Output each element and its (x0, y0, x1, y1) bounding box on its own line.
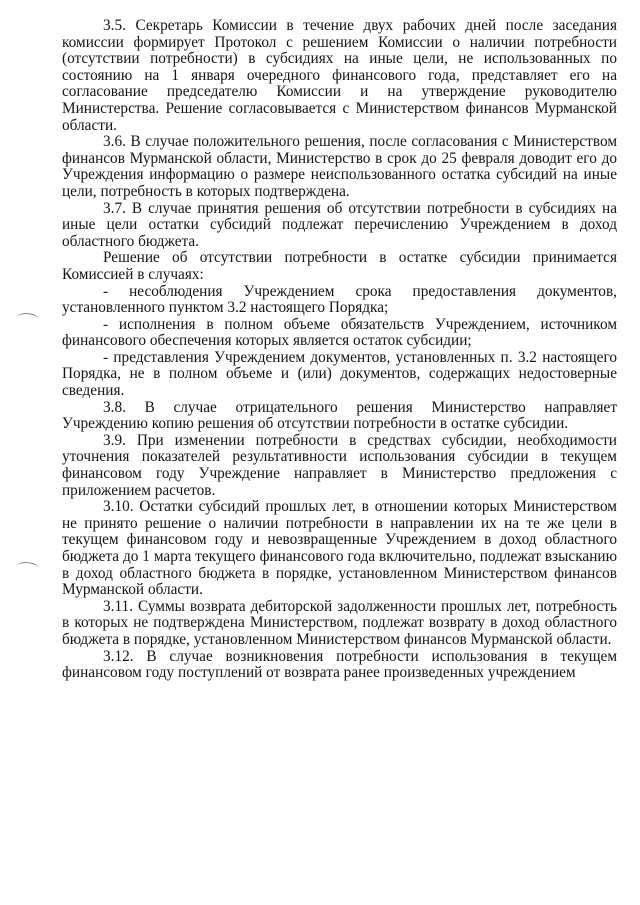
paragraph-3-8: 3.8. В случае отрицательного решения Министерство направляет Учреждению копию решения об отсутствии потребности в остатке субсидии. (62, 398, 617, 433)
list-item-obligations-fulfilled: - исполнения в полном объеме обязательств Учреждением, источником финансового обеспечения которых является остаток субсидии; (62, 315, 617, 350)
paragraph-no-need-decision: Решение об отсутствии потребности в остатке субсидии принимается Комиссией в случаях: (62, 249, 617, 283)
margin-punch-mark-upper (15, 312, 38, 326)
paragraph-3-12: 3.12. В случае возникновения потребности использования в текущем финансовом году поступлений от возврата ранее произведенных учреждением (62, 647, 617, 682)
paragraph-3-7: 3.7. В случае принятия решения об отсутствии потребности в субсидиях на иные цели остатки субсидий подлежат перечислению Учреждением в доход областного бюджета. (62, 199, 617, 250)
document-page (62, 18, 617, 682)
list-item-deadline-violation: - несоблюдения Учреждением срока предоставления документов, установленного пунктом 3.2 настоящего Порядка; (62, 282, 617, 317)
paragraph-3-9: 3.9. При изменении потребности в средствах субсидии, необходимости уточнения показателей результативности использования субсидии в текущем финансовом году Учреждение направляет в Министерство предложения с приложением расчетов. (62, 431, 617, 499)
paragraph-3-11: 3.11. Суммы возврата дебиторской задолженности прошлых лет, потребность в которых не подтверждена Министерством, подлежат возврату в доход областного бюджета в порядке, установленном Министерством финансов Мурманской области. (62, 597, 617, 648)
margin-punch-mark-lower (15, 561, 38, 575)
paragraph-3-5: 3.5. Секретарь Комиссии в течение двух рабочих дней после заседания комиссии формирует Протокол с решением Комиссии о наличии потребности (отсутствии потребности) в субсидиях на иные цели, не использованных по состоянию на 1 января очередного финансового года, представляет его на согласование председателю Комиссии и на утверждение руководителю Министерства. Решение согласовывается с Министерством финансов Мурманской области. (62, 17, 617, 134)
list-item-incomplete-documents: - представления Учреждением документов, установленных п. 3.2 настоящего Порядка, не в полном объеме и (или) документов, содержащих недостоверные сведения. (62, 348, 617, 400)
paragraph-3-6: 3.6. В случае положительного решения, после согласования с Министерством финансов Мурманской области, Министерство в срок до 25 февраля доводит его до Учреждения информацию о размере неиспользованного остатка субсидий на иные цели, потребность в которых подтверждена. (62, 133, 617, 200)
paragraph-3-10: 3.10. Остатки субсидий прошлых лет, в отношении которых Министерством не принято решение о наличии потребности в направлении их на те же цели в текущем финансовом году и невозвращенные Учреждением в доход областного бюджета до 1 марта текущего финансового года включительно, подлежат взысканию в доход областного бюджета в порядке, установленном Министерством финансов Мурманской области. (62, 498, 617, 599)
